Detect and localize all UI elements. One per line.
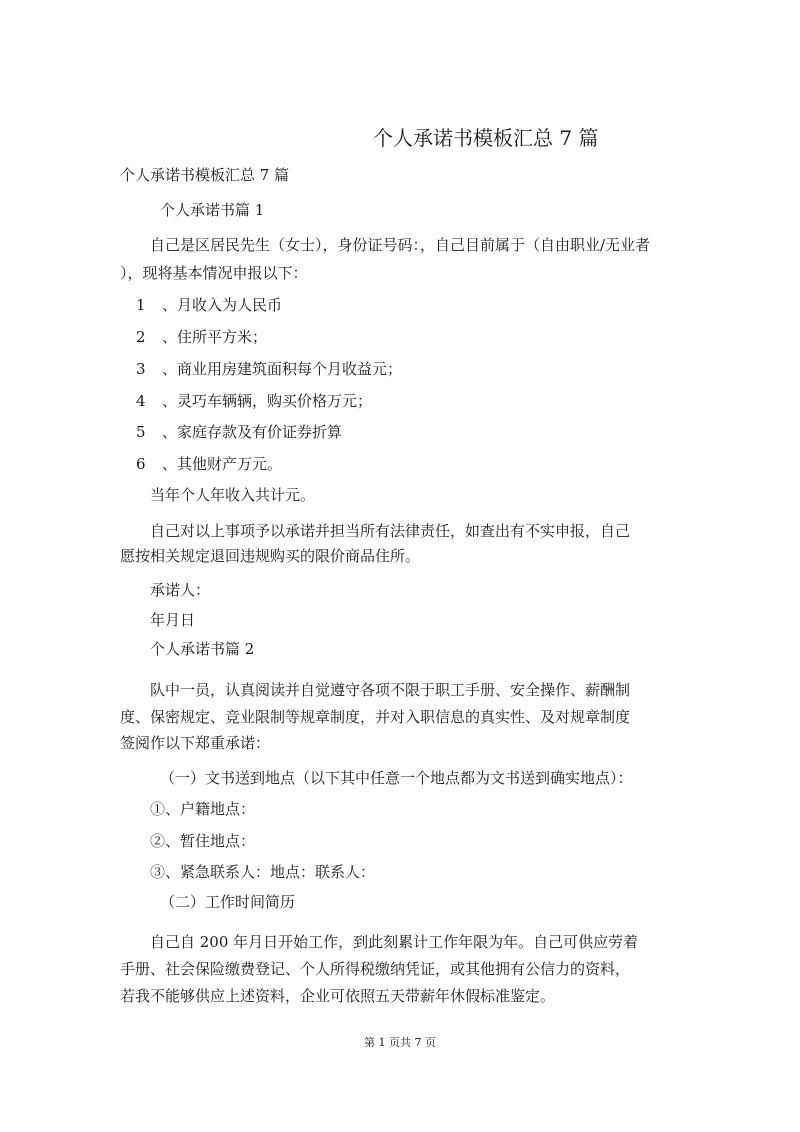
section1-intro-line2: ），现将基本情况申报以下： <box>120 264 308 282</box>
section2-para2-line2: 手册、社会保险缴费登记、个人所得税缴纳凭证，或其他拥有公信力的资料， <box>120 960 631 978</box>
section2-para1-line3: 签阅作以下郑重承诺： <box>120 734 271 752</box>
document-subtitle: 个人承诺书模板汇总 7 篇 <box>120 166 290 184</box>
section1-intro-line1: 自己是区居民先生（女士），身份证号码：，自己目前属于（自由职业/无业者 <box>150 236 651 254</box>
household-address-line: ①、户籍地点： <box>150 800 256 818</box>
section2-para1-line2: 度、保密规定、竞业限制等规章制度，并对入职信息的真实性、及对规章制度 <box>120 708 631 726</box>
subheading-work-history: （二）工作时间简历 <box>160 893 296 911</box>
list-item-number: 3 <box>136 360 146 378</box>
emergency-contact-line: ③、紧急联系人：地点：联系人： <box>150 863 376 881</box>
annual-income-line: 当年个人年收入共计元。 <box>150 486 316 504</box>
list-item-number: 1 <box>136 296 146 314</box>
list-item-text: 、住所平方米； <box>162 328 268 346</box>
pledge-line1: 自己对以上事项予以承诺并担当所有法律责任，如查出有不实申报，自己 <box>150 522 631 540</box>
section1-heading: 个人承诺书篇 1 <box>160 201 265 219</box>
pledge-line2: 愿按相关规定退回违规购买的限价商品住所。 <box>120 547 421 565</box>
list-item <box>136 391 372 411</box>
section2-para1-line1: 队中一员，认真阅读并自觉遵守各项不限于职工手册、安全操作、薪酬制 <box>150 681 631 699</box>
list-item-text: 、家庭存款及有价证券折算 <box>162 423 343 441</box>
list-item-text: 、其他财产万元。 <box>162 455 283 473</box>
section2-para2-line3: 若我不能够供应上述资料，企业可依照五天带薪年休假标准鉴定。 <box>120 987 556 1005</box>
temporary-address-line: ②、暂住地点： <box>150 832 256 850</box>
list-item <box>136 359 402 379</box>
section2-heading: 个人承诺书篇 2 <box>150 640 255 658</box>
list-item <box>136 454 282 474</box>
list-item-number: 2 <box>136 328 146 346</box>
document-title: 个人承诺书模板汇总 7 篇 <box>373 126 599 150</box>
list-item <box>136 422 342 442</box>
list-item <box>136 327 267 347</box>
list-item-text: 、商业用房建筑面积每个月收益元； <box>162 360 403 378</box>
list-item-text: 、月收入为人民币 <box>162 296 283 314</box>
date-label: 年月日 <box>150 611 196 629</box>
list-item-number: 4 <box>136 392 146 410</box>
subheading-document-address: （一）文书送到地点（以下其中任意一个地点都为文书送到确实地点）： <box>160 769 633 787</box>
section2-para2-line1: 自己自 200 年月日开始工作，到此刻累计工作年限为年。自己可供应劳着 <box>150 933 639 951</box>
list-item-text: 、灵巧车辆辆，购买价格万元； <box>162 392 373 410</box>
list-item-number: 6 <box>136 455 146 473</box>
signer-label: 承诺人： <box>150 581 211 599</box>
page-footer: 第 1 页共 7 页 <box>364 1036 436 1049</box>
list-item <box>136 295 282 315</box>
list-item-number: 5 <box>136 423 146 441</box>
